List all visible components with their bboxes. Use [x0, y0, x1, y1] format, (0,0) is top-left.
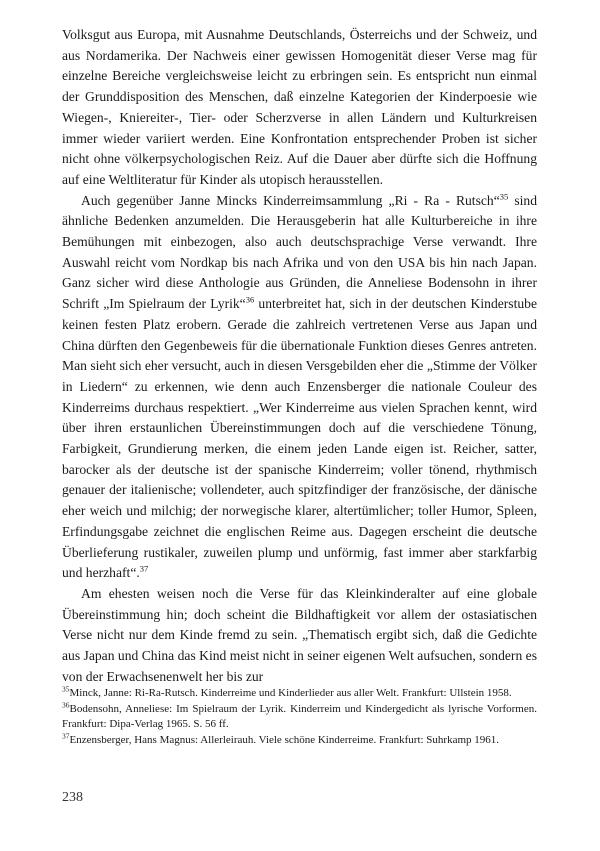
footnote-36: [62, 699, 537, 733]
footnote-number: 37: [62, 731, 70, 741]
paragraph-2-text-a: Auch gegenüber Janne Mincks Kinderreimsammlung „Ri - Ra - Rutsch“: [81, 192, 500, 208]
footnote-number: 36: [62, 699, 70, 709]
paragraph-2-text-c: unterbreitet hat, sich in der deutschen Kinderstube keinen festen Platz erobern. Gerade die zahlreich vertretenen Verse aus Japan und China dürften den Gegenbeweis für die übernationale Funktion dieses Genres antreten. Man sieht sich eher versucht, auch in diesen Versgebilden eher die „Stimme der Völker in Liedern“ zu erkennen, wie denn auch Enzensberger die nationale Couleur des Kinderreims durchaus respektiert. „Wer Kinderreime aus vielen Sprachen kennt, wird über ihren erstaunlichen Übereinstimmungen doch auf die verschiedene Tönung, Farbigkeit, Grundierung merken, die einem jeden Lande eigen ist. Reicher, satter, barocker als der deutsche ist der spanische Kinderreim; voller tönend, rhythmisch genauer der italienische; vollendeter, auch spitzfindiger der französische, der dänische eher weich und milchig; der norwegische klarer, altertümlicher; toller Humor, Spleen, Erfindungsgabe zeichnet die englischen Reime aus. Dagegen erscheint die deutsche Überlieferung rustikaler, zuweilen plump und unförmig, fast immer aber starkfarbig und herzhaft“.: [62, 296, 537, 581]
footnote-37: [62, 733, 537, 749]
footnote-ref-36: 36: [245, 294, 255, 305]
footnote-number: 35: [62, 684, 70, 694]
footnote-ref-37: 37: [139, 563, 149, 574]
footnotes: [62, 686, 537, 748]
paragraph-2: [62, 191, 537, 584]
footnote-text: Bodensohn, Anneliese: Im Spielraum der Lyrik. Kinderreim und Kindergedicht als lyrische Vorformen. Frankfurt: Dipa-Verlag 1965. S. 56 ff.: [62, 702, 537, 731]
paragraph-3: Am ehesten weisen noch die Verse für das Kleinkinderalter auf eine globale Übereinstimmung hin; doch scheint die Bildhaftigkeit vor allem der ostasiatischen Verse nicht nur dem Kinde fremd zu sein. „Thematisch ergibt sich, daß die Gedichte aus Japan und China das Kind meist nicht in seiner eigenen Welt aufsuchen, sondern es von der Erwachsenenwelt her bis zur: [62, 585, 537, 684]
body-text: [62, 25, 537, 688]
footnote-35: [62, 686, 537, 702]
footnote-ref-35: 35: [499, 191, 509, 202]
paragraph-1: Volksgut aus Europa, mit Ausnahme Deutschlands, Österreichs und der Schweiz, und aus Nordamerika. Der Nachweis einer gewissen Homogenität dieser Verse mag für einzelne Bereiche vergleichsweise leicht zu erbringen sein. Es entspricht nun einmal der Grunddisposition des Menschen, daß einzelne Kategorien der Kinderpoesie wie Wiegen-, Kniereiter-, Tier- oder Scherzverse in allen Ländern und Kulturkreisen immer wieder variiert werden. Eine Konfrontation entsprechender Proben ist sicher nicht ohne völkerpsychologischen Reiz. Auf die Dauer aber dürfte sich die Hoffnung auf eine Weltliteratur für Kinder als utopisch herausstellen.: [62, 27, 537, 187]
page-number: 238: [62, 790, 83, 805]
footnote-text: Enzensberger, Hans Magnus: Allerleirauh. Viele schöne Kinderreime. Frankfurt: Suhrkamp 1961.: [69, 733, 500, 746]
paragraph-2-text-b: sind ähnliche Bedenken anzumelden. Die Herausgeberin hat alle Kulturbereiche in ihre Bemühungen mit einbezogen, also auch deutschsprachige Verse verwandt. Ihre Auswahl reicht vom Nordkap bis nach Afrika und von den USA bis hin nach Japan. Ganz sicher wird diese Anthologie aus Gründen, die Anneliese Bodensohn in ihrer Schrift „Im Spielraum der Lyrik“: [62, 192, 538, 312]
footnote-text: Minck, Janne: Ri-Ra-Rutsch. Kinderreime und Kinderlieder aus aller Welt. Frankfurt: Ullstein 1958.: [69, 687, 512, 699]
